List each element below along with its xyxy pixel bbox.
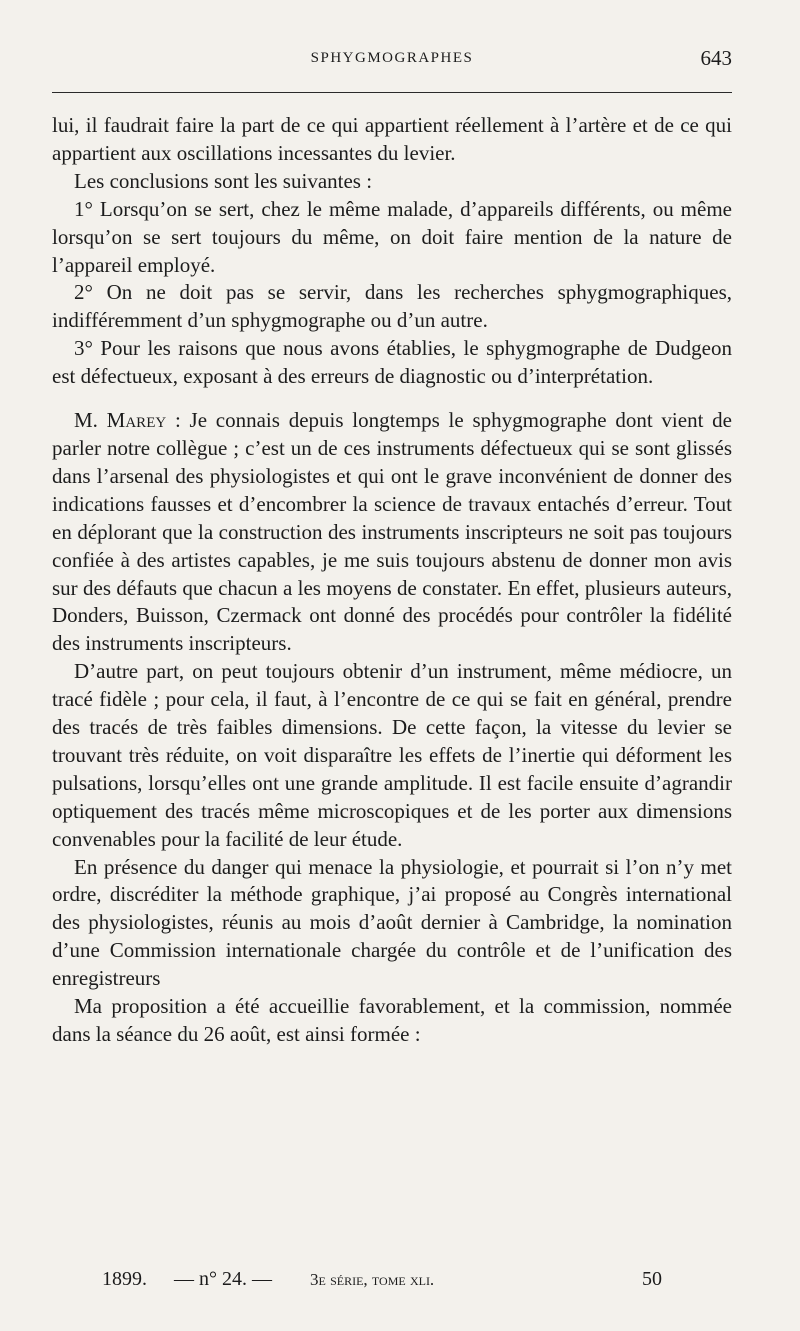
paragraph-proposal: En présence du danger qui menace la physiologie, et pourrait si l’on n’y met ordre, discréditer la méthode graphique, j’ai proposé au Congrès international des physiologistes, réunis au mois d’août dernier à Cambridge, la nomination d’une Commission internationale chargée du contrôle et de l’unification des enregistreurs (52, 854, 732, 991)
page-number: 643 (700, 46, 732, 70)
paragraph-commission: Ma proposition a été accueillie favorablement, et la commission, nommée dans la séance du 26 août, est ainsi formée : (52, 994, 732, 1046)
footer-signature: 50 (642, 1268, 662, 1290)
paragraph-marey (52, 407, 732, 658)
footer-number: — n° 24. — (174, 1268, 272, 1290)
paragraph-traces: D’autre part, on peut toujours obtenir d’un instrument, même médiocre, un tracé fidèle ; pour cela, il faut, à l’encontre de ce qui se fait en général, prendre des tracés de très faibles dimensions. De cette façon, la vitesse du levier se trouvant très réduite, on voit disparaître les effets de l’inertie qui déforment les pulsations, lorsqu’elles ont une grande amplitude. Il est facile ensuite d’agrandir optiquement des tracés même microscopiques et de les porter aux dimensions convenables pour la facilité de leur étude. (52, 659, 732, 851)
body-text (52, 112, 732, 1049)
speaker-name: M. Marey : (74, 408, 181, 433)
footer-year: 1899. (102, 1268, 147, 1290)
paragraph-conclusion-2: 2° On ne doit pas se servir, dans les recherches sphygmographiques, indifféremment d’un sphygmographe ou d’un autre. (52, 280, 732, 333)
paragraph-conclusions-intro: Les conclusions sont les suivantes : (74, 168, 373, 193)
header-rule (52, 92, 732, 93)
paragraph-conclusion-1: 1° Lorsqu’on se sert, chez le même malade, d’appareils différents, ou même lorsqu’on se sert toujours du même, on doit faire mention de la nature de l’appareil employé. (52, 196, 732, 277)
running-title: SPHYGMOGRAPHES (310, 50, 474, 66)
footer-series: 3e série, tome xli. (310, 1270, 435, 1289)
paragraph-continuation: lui, il faudrait faire la part de ce qui appartient réellement à l’artère et de ce qui appartient aux oscillations incessantes du levier. (52, 113, 732, 165)
paragraph-marey-text: Je connais depuis longtemps le sphygmographe dont vient de parler notre collègue ; c’est un de ces instruments défectueux qui se sont glissés dans l’arsenal des physiologistes et qui ont le grave inconvénient de donner des indications fausses et d’encombrer la science de travaux entachés d’erreur. Tout en déplorant que la construction des instruments inscripteurs ne soit pas toujours confiée à des artistes capables, je me suis toujours abstenu de donner mon avis sur des défauts que chacun a les moyens de constater. En effet, plusieurs auteurs, Donders, Buisson, Czermack ont donné des procédés pour contrôler la fidélité des instruments inscripteurs. (52, 408, 733, 656)
paragraph-conclusion-3: 3° Pour les raisons que nous avons établies, le sphygmographe de Dudgeon est défectueux, exposant à des erreurs de diagnostic ou d’interprétation. (52, 336, 732, 389)
page-footer (102, 1268, 662, 1298)
page-header (52, 46, 732, 76)
